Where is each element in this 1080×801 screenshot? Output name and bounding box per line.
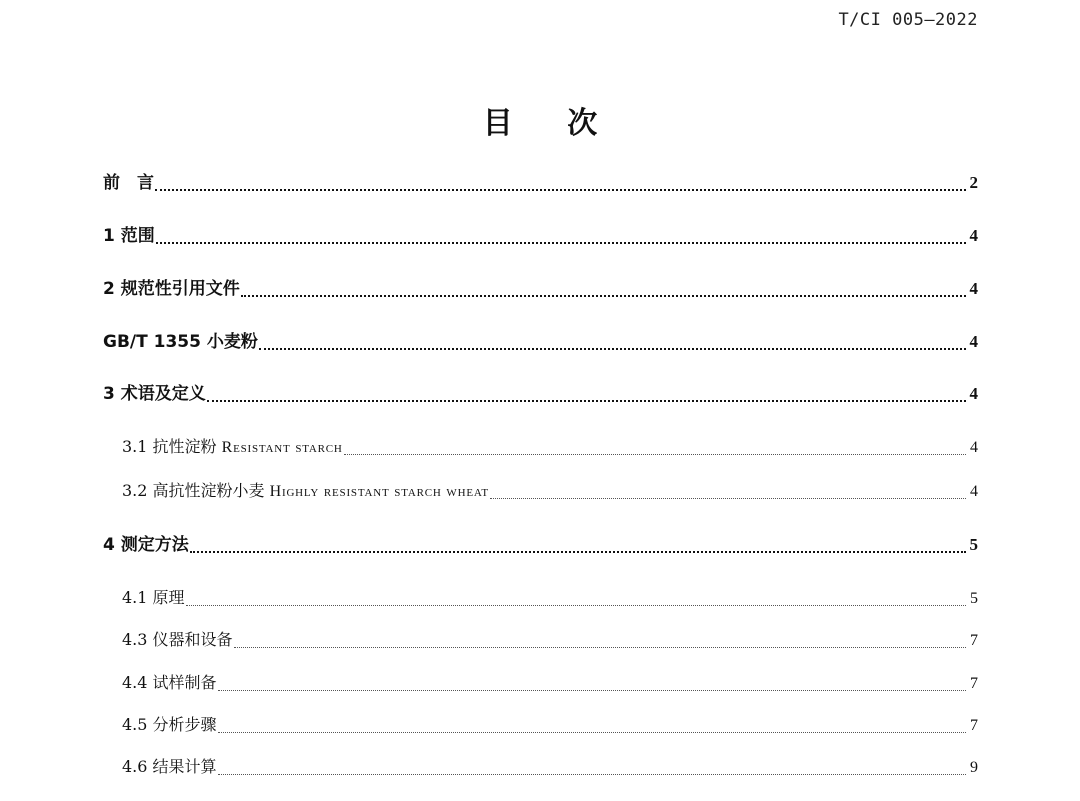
- toc-dot-leader: [234, 645, 966, 648]
- toc-entry[interactable]: [103, 170, 978, 196]
- toc-entry-label: 1 范围: [103, 226, 155, 246]
- document-code: T/CI 005—2022: [838, 10, 978, 30]
- toc-entry[interactable]: [103, 223, 978, 249]
- toc-entry-label: 4.3 仪器和设备: [122, 630, 233, 649]
- toc-dot-leader: [259, 346, 966, 350]
- toc-dot-leader: [218, 688, 966, 691]
- toc-entry-label: 4.1 原理: [122, 588, 185, 607]
- toc-page-number: 5: [970, 590, 978, 607]
- toc-page-number: 2: [969, 173, 978, 192]
- toc-dot-leader: [490, 496, 966, 499]
- toc-entry[interactable]: [103, 276, 978, 302]
- toc-title: 目 次: [482, 106, 620, 141]
- toc-entry-label: 3 术语及定义: [103, 384, 206, 404]
- toc-dot-leader: [218, 772, 966, 775]
- toc-dot-leader: [156, 240, 966, 244]
- toc-page-number: 7: [970, 717, 978, 734]
- toc-page-number: 4: [969, 332, 978, 351]
- toc-entry[interactable]: [122, 670, 978, 696]
- toc-page-number: 7: [970, 675, 978, 692]
- toc-entry[interactable]: [122, 754, 978, 780]
- toc-dot-leader: [218, 730, 966, 733]
- toc-page-number: 9: [970, 759, 978, 776]
- toc-dot-leader: [190, 549, 966, 553]
- toc-dot-leader: [186, 603, 966, 606]
- toc-page-number: 4: [969, 279, 978, 298]
- toc-entry-label: 4.4 试样制备: [122, 673, 217, 692]
- toc-entry[interactable]: [103, 329, 978, 355]
- toc-page-number: 4: [970, 439, 978, 456]
- toc-entry-label: 4.5 分析步骤: [122, 715, 217, 734]
- toc-entry-label: 2 规范性引用文件: [103, 279, 240, 299]
- toc-entry-label: 4.6 结果计算: [122, 757, 217, 776]
- toc-dot-leader: [207, 398, 966, 402]
- toc-page-number: 7: [970, 632, 978, 649]
- toc-entry-label: 4 测定方法: [103, 535, 189, 555]
- toc-entry[interactable]: [122, 585, 978, 611]
- toc-entry-label: 3.2 高抗性淀粉小麦 Highly resistant starch wheat: [122, 481, 489, 500]
- toc-dot-leader: [241, 293, 966, 297]
- toc-dot-leader: [344, 452, 966, 455]
- toc-entry[interactable]: [103, 381, 978, 407]
- toc-entry[interactable]: [122, 434, 978, 460]
- toc-page-number: 5: [969, 535, 978, 554]
- toc-page-number: 4: [969, 226, 978, 245]
- toc-page-number: 4: [969, 384, 978, 403]
- toc-entry-label: 3.1 抗性淀粉 Resistant starch: [122, 437, 343, 456]
- toc-entry-label: GB/T 1355 小麦粉: [103, 332, 258, 352]
- toc-entry[interactable]: [122, 712, 978, 738]
- toc-entry-label: 前 言: [103, 173, 154, 193]
- toc-entry[interactable]: [122, 627, 978, 653]
- toc-page-number: 4: [970, 483, 978, 500]
- toc-entry[interactable]: [103, 532, 978, 558]
- toc-entry[interactable]: [122, 478, 978, 504]
- toc-dot-leader: [155, 187, 966, 191]
